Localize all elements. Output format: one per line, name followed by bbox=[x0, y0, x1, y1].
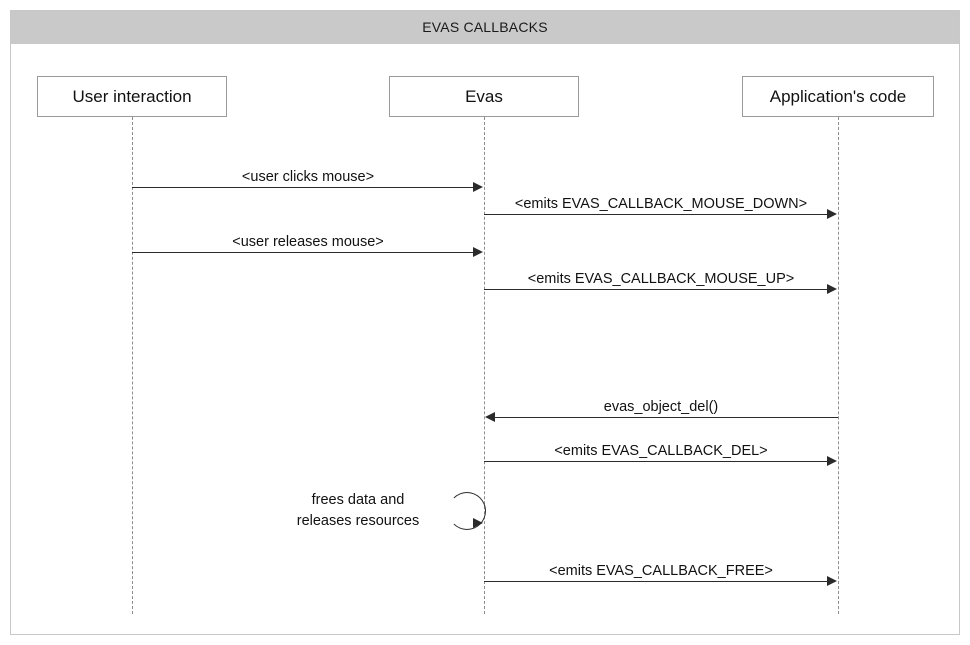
message-line-emits-mouse-down bbox=[484, 214, 832, 215]
message-label-emits-free: <emits EVAS_CALLBACK_FREE> bbox=[549, 563, 773, 579]
message-label-emits-mouse-up: <emits EVAS_CALLBACK_MOUSE_UP> bbox=[527, 271, 795, 287]
message-line-user-releases-mouse bbox=[132, 252, 478, 253]
message-line-emits-del bbox=[484, 461, 832, 462]
lifeline-dash-user-interaction bbox=[132, 117, 133, 614]
lifeline-label-user-interaction: User interaction bbox=[72, 86, 192, 106]
message-line-emits-free bbox=[484, 581, 832, 582]
lifeline-header-application-code bbox=[742, 76, 934, 117]
lifeline-dash-evas bbox=[484, 117, 485, 614]
lifeline-header-evas bbox=[389, 76, 579, 117]
self-message-line-2: releases resources bbox=[296, 513, 420, 530]
self-message-label bbox=[273, 490, 443, 532]
message-line-emits-mouse-up bbox=[484, 289, 832, 290]
message-line-evas-object-del bbox=[495, 417, 838, 418]
lifeline-label-evas: Evas bbox=[465, 86, 503, 106]
lifeline-dash-application-code bbox=[838, 117, 839, 614]
lifeline-header-user-interaction bbox=[37, 76, 227, 117]
diagram-title-bar bbox=[11, 11, 959, 44]
self-message-line-1: frees data and bbox=[311, 492, 405, 508]
message-label-user-clicks-mouse: <user clicks mouse> bbox=[241, 169, 375, 185]
arrow-head-self-message bbox=[473, 518, 483, 528]
message-label-emits-del: <emits EVAS_CALLBACK_DEL> bbox=[554, 443, 768, 459]
message-line-user-clicks-mouse bbox=[132, 187, 478, 188]
lifeline-label-application-code: Application's code bbox=[769, 86, 907, 106]
message-label-evas-object-del: evas_object_del() bbox=[603, 399, 719, 415]
diagram-title: EVAS CALLBACKS bbox=[422, 19, 548, 35]
message-label-user-releases-mouse: <user releases mouse> bbox=[232, 234, 384, 250]
sequence-diagram bbox=[10, 10, 960, 635]
message-label-emits-mouse-down: <emits EVAS_CALLBACK_MOUSE_DOWN> bbox=[514, 196, 808, 212]
